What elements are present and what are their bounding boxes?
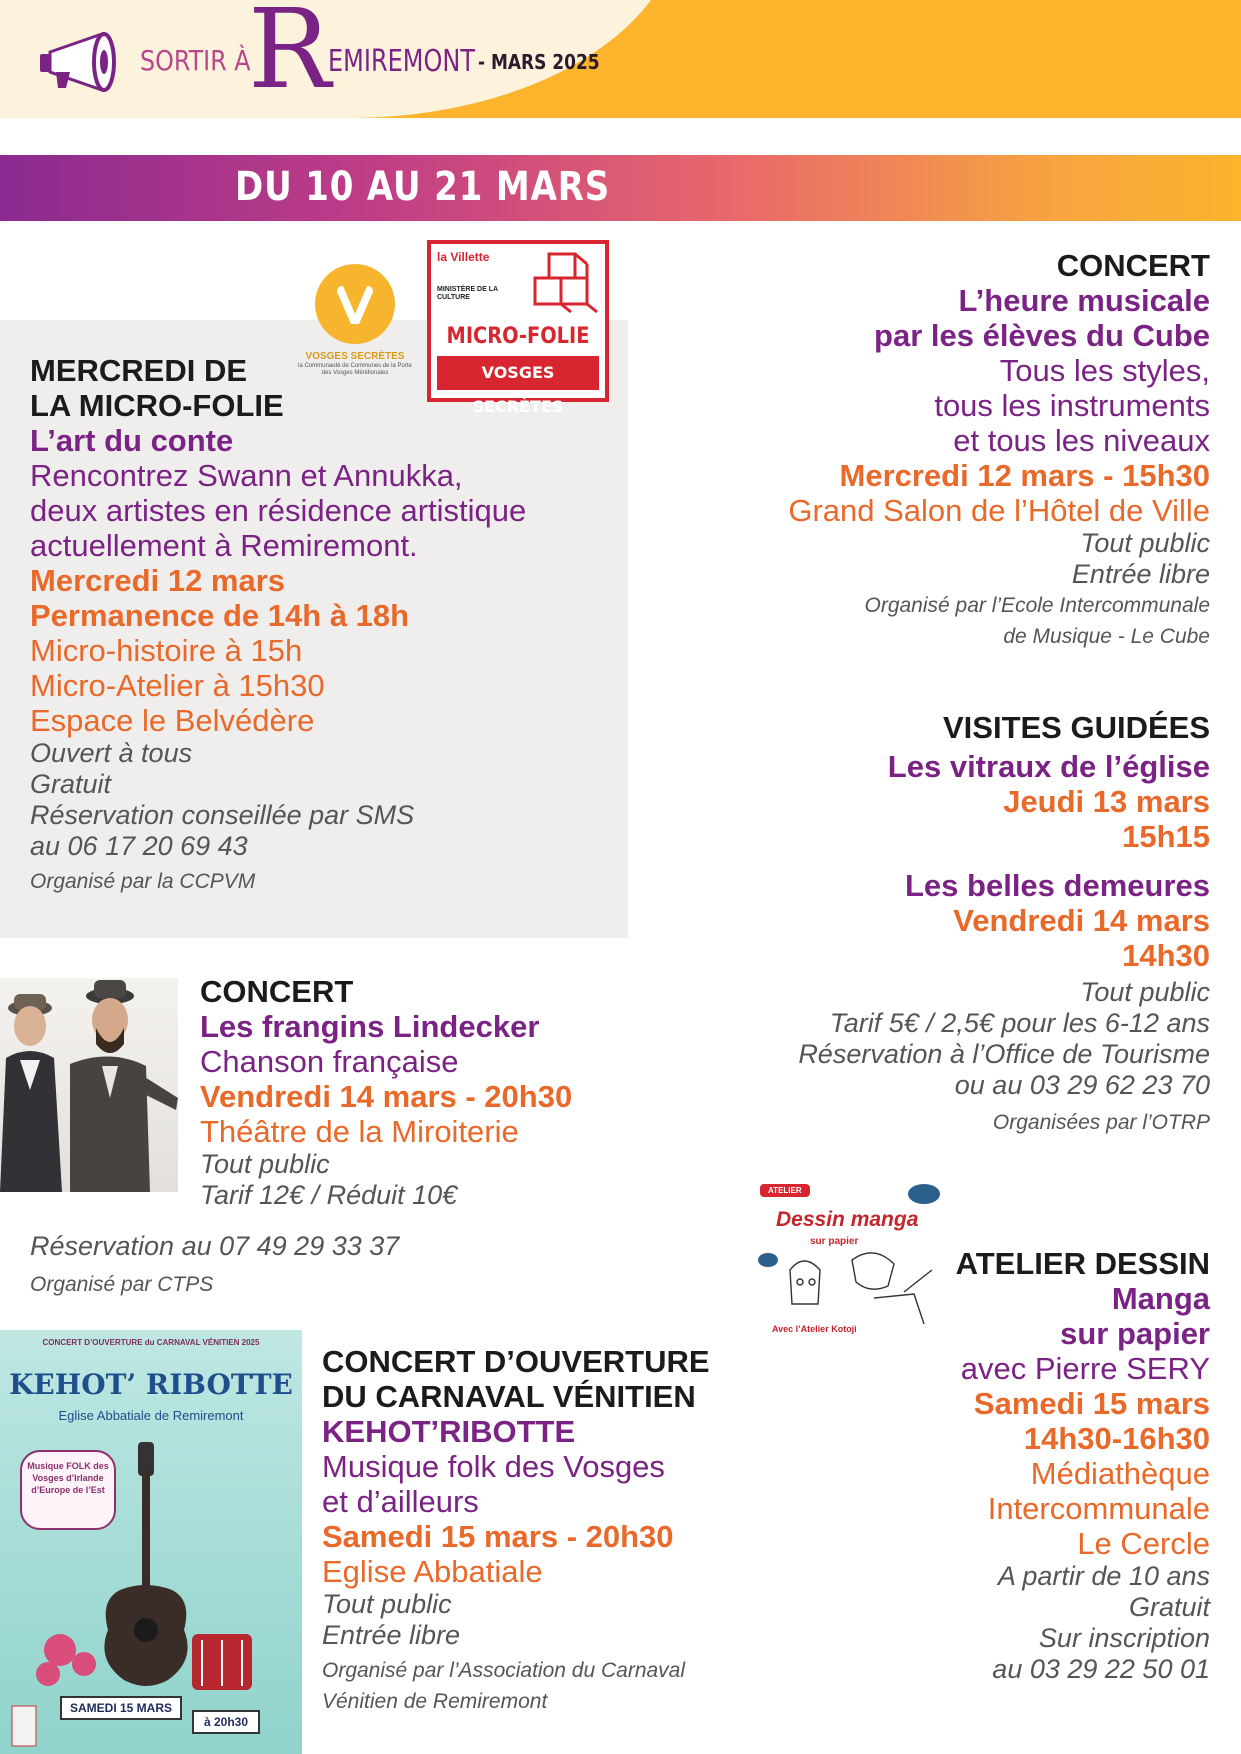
carnaval-poster-place: Eglise Abbatiale de Remiremont xyxy=(58,1408,244,1423)
carnaval-org-1: Organisé par l’Association du Carnaval xyxy=(322,1659,686,1682)
lindecker-desc: Chanson française xyxy=(200,1044,459,1079)
carnaval-info-1: Tout public xyxy=(322,1589,452,1619)
atelier-label: ATELIER DESSIN xyxy=(955,1246,1210,1281)
atelier-poster-tag: ATELIER xyxy=(760,1184,810,1197)
atelier-date: Samedi 15 mars xyxy=(973,1386,1210,1421)
visites-info-4: ou au 03 29 62 23 70 xyxy=(954,1070,1210,1100)
header-emiremont: EMIREMONT xyxy=(328,44,475,79)
lindecker-place: Théâtre de la Miroiterie xyxy=(200,1114,519,1149)
date-banner-text: DU 10 AU 21 MARS xyxy=(235,164,611,210)
micro-folie-info-3: Réservation conseillée par SMS xyxy=(30,800,415,830)
visite-2-time: 14h30 xyxy=(1122,938,1210,973)
concert-cube-place: Grand Salon de l’Hôtel de Ville xyxy=(788,493,1210,528)
lindecker-date: Vendredi 14 mars - 20h30 xyxy=(200,1079,573,1114)
micro-folie-desc-3: actuellement à Remiremont. xyxy=(30,528,418,563)
micro-folie-title: L’art du conte xyxy=(30,423,234,458)
visites-event xyxy=(640,710,1210,1138)
micro-folie-desc-2: deux artistes en résidence artistique xyxy=(30,493,527,528)
micro-folie-date-2: Permanence de 14h à 18h xyxy=(30,598,410,633)
visite-1-time: 15h15 xyxy=(1122,819,1210,854)
micro-folie-sub-1: Micro-histoire à 15h xyxy=(30,633,303,668)
micro-folie-org: Organisé par la CCPVM xyxy=(30,870,256,893)
atelier-poster-sub: sur papier xyxy=(810,1236,859,1247)
atelier-title-1: Manga xyxy=(1111,1281,1210,1316)
lindecker-label: CONCERT xyxy=(200,974,354,1009)
vosges-logo-title: VOSGES SECRÈTES xyxy=(305,351,405,362)
atelier-title-2: sur papier xyxy=(1060,1316,1210,1351)
concert-cube-org-2: de Musique - Le Cube xyxy=(1003,625,1210,648)
kehot-ribotte-poster xyxy=(0,1330,302,1754)
atelier-info-1: A partir de 10 ans xyxy=(997,1561,1210,1591)
carnaval-poster-time: à 20h30 xyxy=(192,1710,260,1734)
atelier-place-1: Médiathèque xyxy=(1030,1456,1210,1491)
visites-org: Organisées par l’OTRP xyxy=(992,1111,1210,1134)
carnaval-poster-badge: Musique FOLK des Vosges d’Irlande d’Europe de l’Est xyxy=(20,1450,116,1530)
atelier-who: avec Pierre SERY xyxy=(960,1351,1210,1386)
lindecker-info-2: Tarif 12€ / Réduit 10€ xyxy=(200,1180,458,1210)
visite-2-date: Vendredi 14 mars xyxy=(953,903,1210,938)
la-villette-text: la Villette xyxy=(437,250,490,264)
carnaval-place: Eglise Abbatiale xyxy=(322,1554,543,1589)
micro-folie-info-1: Ouvert à tous xyxy=(30,738,193,768)
atelier-poster-title: Dessin manga xyxy=(776,1208,919,1231)
concert-cube-event xyxy=(640,248,1210,652)
visites-info-3: Réservation à l’Office de Tourisme xyxy=(798,1039,1210,1069)
header-big-r: R xyxy=(248,0,331,113)
atelier-place-3: Le Cercle xyxy=(1077,1526,1210,1561)
concert-lindecker-event xyxy=(200,974,660,1211)
concert-cube-desc-1: Tous les styles, xyxy=(999,353,1210,388)
micro-folie-info-4: au 06 17 20 69 43 xyxy=(30,831,248,861)
vosges-secretes-v-icon xyxy=(313,262,397,346)
visites-info-1: Tout public xyxy=(1080,977,1210,1007)
carnaval-date: Samedi 15 mars - 20h30 xyxy=(322,1519,674,1554)
concert-cube-desc-2: tous les instruments xyxy=(934,388,1210,423)
ministere-text: MINISTÈRE DE LA CULTURE xyxy=(437,286,498,301)
micro-folie-logo-title: MICRO-FOLIE xyxy=(446,324,590,349)
carnaval-org-2: Vénitien de Remiremont xyxy=(322,1690,548,1713)
concert-cube-org-1: Organisé par l’Ecole Intercommunale xyxy=(864,594,1210,617)
atelier-event xyxy=(760,1246,1210,1685)
visites-label: VISITES GUIDÉES xyxy=(942,710,1210,745)
carnaval-label-1: CONCERT D’OUVERTURE xyxy=(322,1344,710,1379)
lindecker-org: Organisé par CTPS xyxy=(30,1273,214,1296)
lindecker-photo xyxy=(0,978,178,1192)
micro-folie-desc-1: Rencontrez Swann et Annukka, xyxy=(30,458,463,493)
carnaval-event xyxy=(322,1344,762,1717)
visite-2-title: Les belles demeures xyxy=(905,868,1210,903)
micro-folie-event xyxy=(30,353,630,897)
micro-folie-logo-subtitle: VOSGES SECRÈTES xyxy=(437,356,599,390)
visites-info-2: Tarif 5€ / 2,5€ pour les 6-12 ans xyxy=(829,1008,1210,1038)
visite-1-title: Les vitraux de l’église xyxy=(887,749,1210,784)
lindecker-info-1: Tout public xyxy=(200,1149,330,1179)
date-banner xyxy=(0,155,1241,221)
lindecker-title: Les frangins Lindecker xyxy=(200,1009,540,1044)
atelier-info-4: au 03 29 22 50 01 xyxy=(992,1654,1210,1684)
header-sortir: SORTIR À xyxy=(140,44,251,77)
micro-folie-date-1: Mercredi 12 mars xyxy=(30,563,286,598)
carnaval-poster-date: SAMEDI 15 MARS xyxy=(60,1696,182,1720)
micro-folie-label-2: LA MICRO-FOLIE xyxy=(30,388,284,423)
header-title xyxy=(140,0,740,113)
micro-folie-label-1: MERCREDI DE xyxy=(30,353,248,388)
atelier-poster-by: Avec l’Atelier Kotoji xyxy=(772,1324,857,1334)
concert-cube-title-1: L’heure musicale xyxy=(958,283,1210,318)
carnaval-desc-2: et d’ailleurs xyxy=(322,1484,479,1519)
micro-folie-info-2: Gratuit xyxy=(30,769,112,799)
micro-folie-sub-2: Micro-Atelier à 15h30 xyxy=(30,668,325,703)
concert-cube-title-2: par les élèves du Cube xyxy=(874,318,1210,353)
carnaval-desc-1: Musique folk des Vosges xyxy=(322,1449,665,1484)
concert-cube-date: Mercredi 12 mars - 15h30 xyxy=(839,458,1210,493)
atelier-place-2: Intercommunale xyxy=(987,1491,1210,1526)
carnaval-poster-top: CONCERT D’OUVERTURE du CARNAVAL VÉNITIEN 2025 xyxy=(42,1338,260,1347)
carnaval-label-2: DU CARNAVAL VÉNITIEN xyxy=(322,1379,696,1414)
micro-folie-place: Espace le Belvédère xyxy=(30,703,315,738)
megaphone-icon xyxy=(36,26,126,98)
concert-cube-info-2: Entrée libre xyxy=(1071,559,1210,589)
carnaval-info-2: Entrée libre xyxy=(322,1620,461,1650)
concert-cube-label: CONCERT xyxy=(1056,248,1210,283)
atelier-info-3: Sur inscription xyxy=(1038,1623,1210,1653)
carnaval-poster-group: KEHOT’ RIBOTTE xyxy=(9,1368,293,1401)
lindecker-info-3: Réservation au 07 49 29 33 37 xyxy=(30,1231,400,1261)
guitar-accordion-icon xyxy=(0,1330,302,1754)
header-date: - MARS 2025 xyxy=(478,50,600,74)
concert-cube-desc-3: et tous les niveaux xyxy=(953,423,1210,458)
visite-1-date: Jeudi 13 mars xyxy=(1003,784,1210,819)
atelier-time: 14h30-16h30 xyxy=(1023,1421,1210,1456)
carnaval-title: KEHOT’RIBOTTE xyxy=(322,1414,576,1449)
concert-cube-info-1: Tout public xyxy=(1080,528,1210,558)
vosges-logo-subtitle: la Communauté de Communes de la Porte des Vosges Méridionales xyxy=(298,363,412,376)
atelier-info-2: Gratuit xyxy=(1128,1592,1210,1622)
cubes-icon xyxy=(531,248,601,314)
